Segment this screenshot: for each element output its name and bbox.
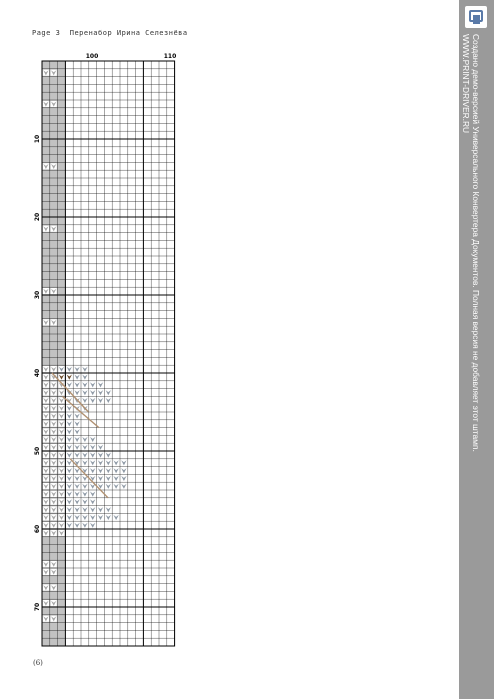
- column-label: 100: [85, 53, 99, 60]
- watermark-line-2: WWW.PRINT-DRIVER.RU: [461, 34, 471, 134]
- page-label: Page 3: [32, 29, 61, 37]
- overlap-shade: [42, 61, 65, 646]
- pattern-title: Перенабор Ирина Селезнёва: [69, 29, 188, 37]
- watermark-text: [461, 34, 481, 452]
- demo-watermark-banner: [459, 0, 494, 699]
- converter-logo-icon: [465, 6, 487, 28]
- row-label: 40: [34, 368, 41, 378]
- row-label: 70: [34, 602, 41, 612]
- row-label: 60: [34, 524, 41, 534]
- column-label: 110: [163, 53, 177, 60]
- page-index: (6): [33, 659, 43, 667]
- row-label: 20: [34, 212, 41, 222]
- row-label: 10: [34, 134, 41, 144]
- row-label: 50: [34, 446, 41, 456]
- row-label: 30: [34, 290, 41, 300]
- watermark-line-1: Создано демо-версией Универсального Конвертера Документов. Полная версия не добавляет этот штамп.: [471, 34, 481, 452]
